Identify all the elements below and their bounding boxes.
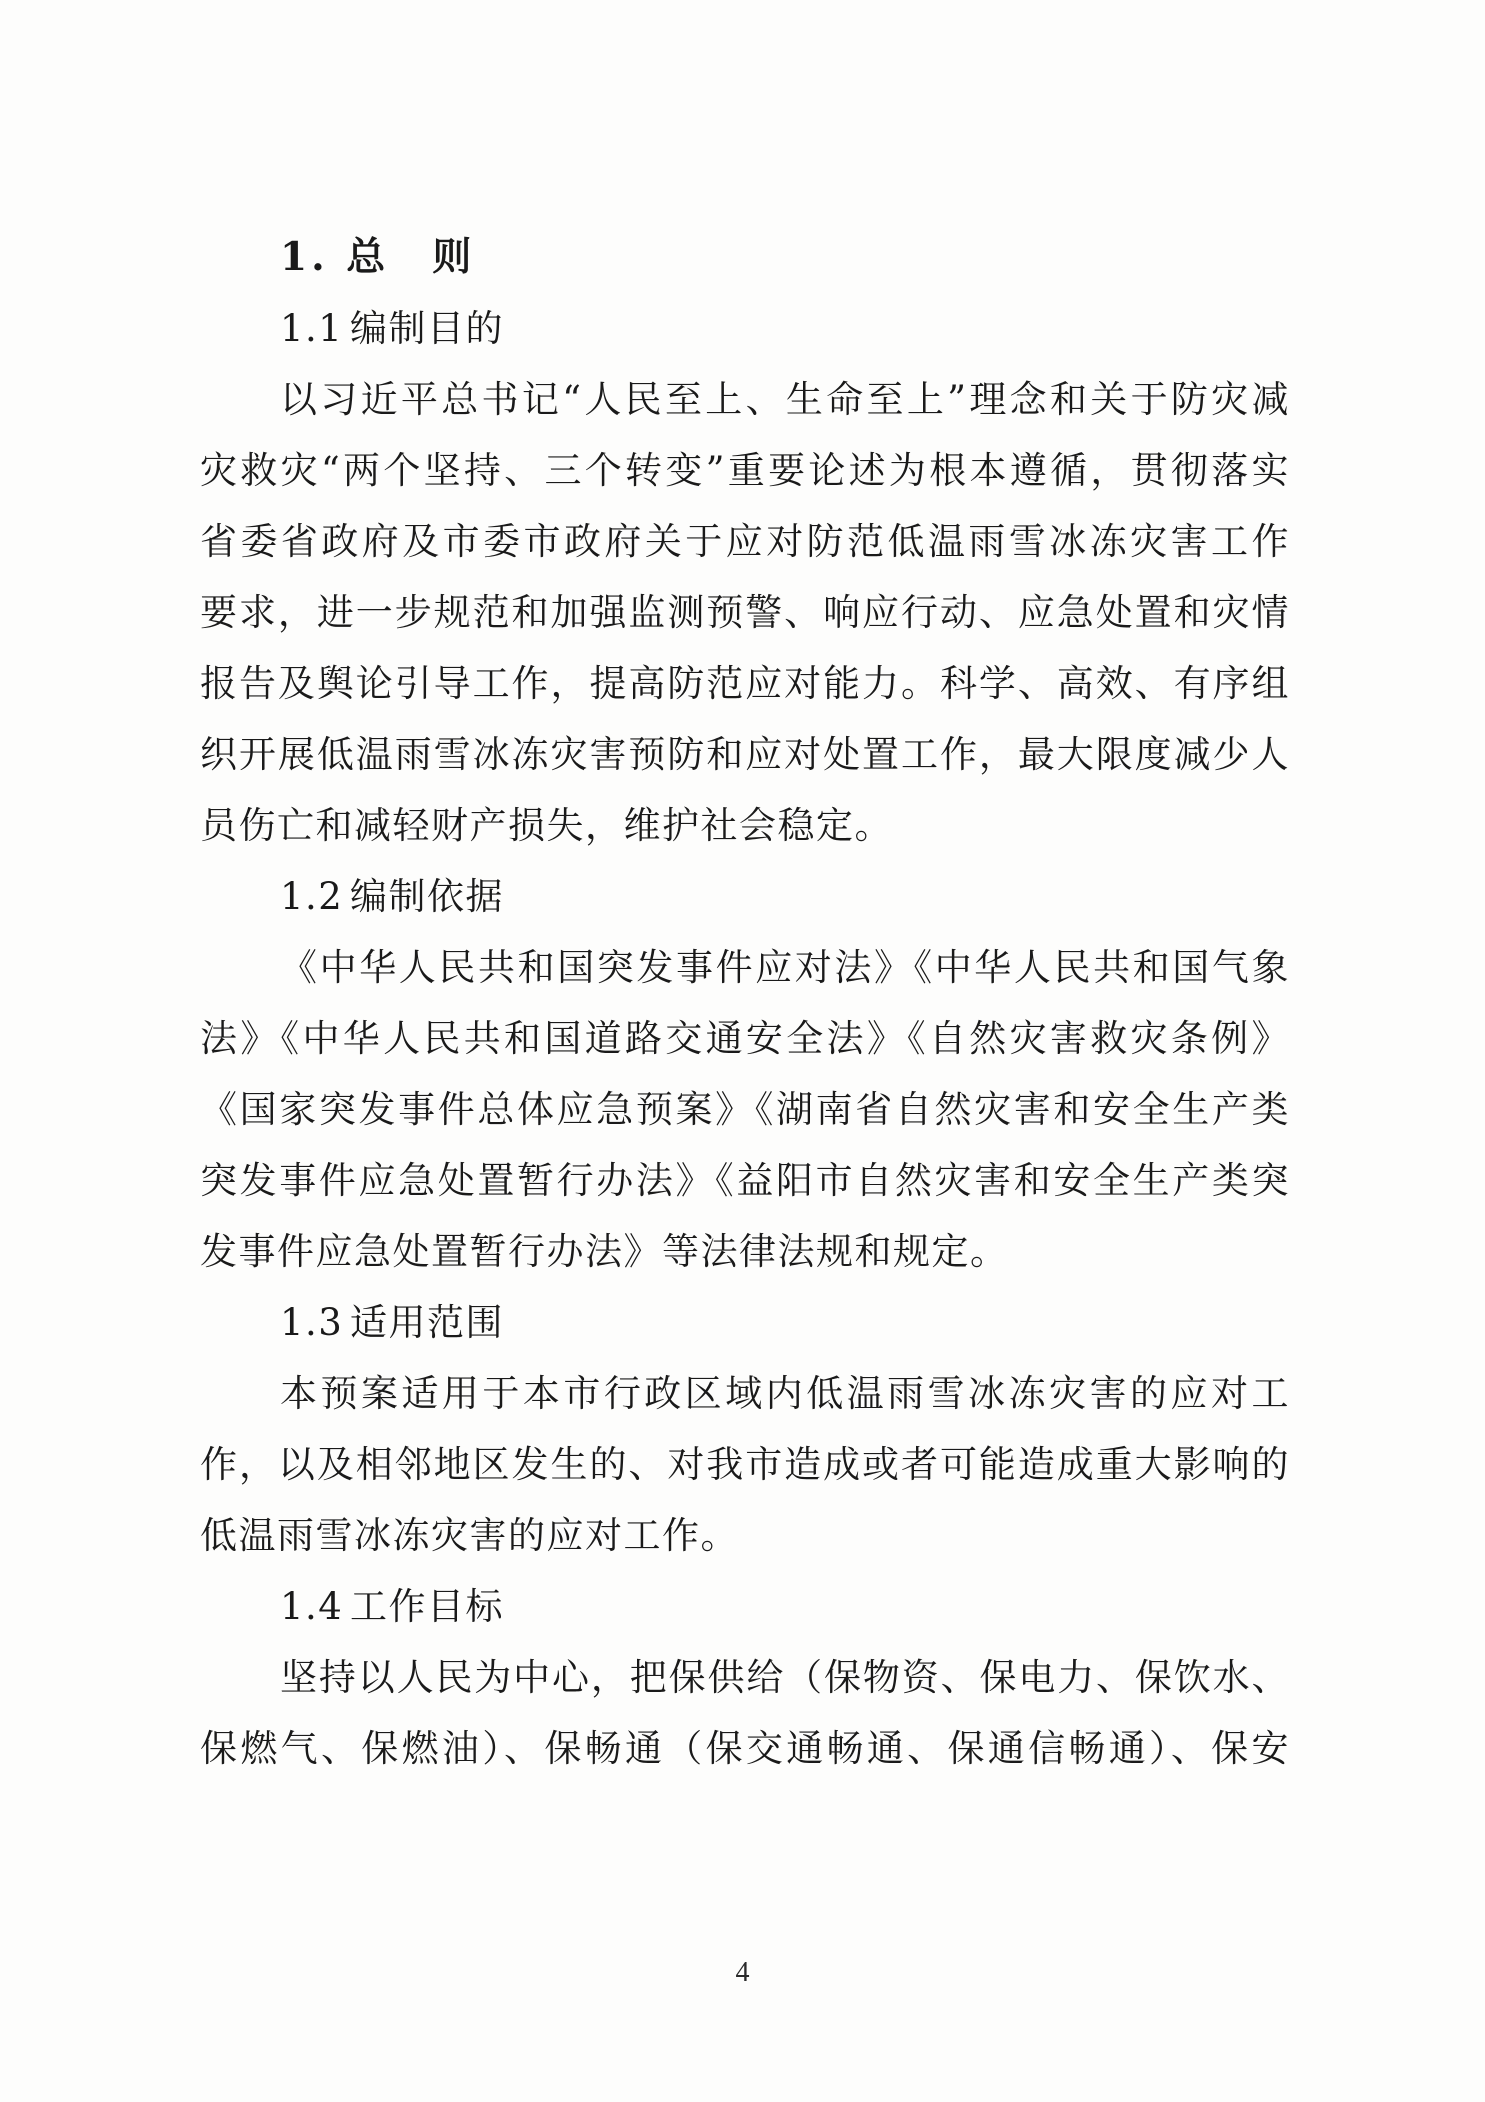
paragraph-line: 本预案适用于本市行政区域内低温雨雪冰冻灾害的应对工 [280, 1372, 1290, 1415]
paragraph-line: 发事件应急处置暂行办法》等法律法规和规定。 [200, 1230, 1009, 1273]
paragraph-line: 坚持以人民为中心，把保供给（保物资、保电力、保饮水、 [280, 1656, 1290, 1699]
paragraph-line: 作，以及相邻地区发生的、对我市造成或者可能造成重大影响的 [200, 1443, 1290, 1486]
subsection-number: 1.2 [280, 875, 344, 918]
subsection-heading [200, 1287, 1290, 1358]
subsection-heading [200, 861, 1290, 932]
paragraph-line: 织开展低温雨雪冰冻灾害预防和应对处置工作，最大限度减少人 [200, 733, 1290, 776]
paragraph-line: 突发事件应急处置暂行办法》《益阳市自然灾害和安全生产类突 [200, 1159, 1290, 1202]
paragraph-line: 法》《中华人民共和国道路交通安全法》《自然灾害救灾条例》 [200, 1017, 1290, 1060]
subsection-heading [200, 293, 1290, 364]
paragraph-line: 要求，进一步规范和加强监测预警、响应行动、应急处置和灾情 [200, 591, 1290, 634]
paragraph-line: 《国家突发事件总体应急预案》《湖南省自然灾害和安全生产类 [200, 1088, 1290, 1131]
subsection-number: 1.4 [280, 1585, 344, 1628]
subsection-heading [200, 1571, 1290, 1642]
paragraph-line: 《中华人民共和国突发事件应对法》《中华人民共和国气象 [280, 946, 1290, 989]
page-number: 4 [735, 1957, 750, 1988]
paragraph-line: 保燃气、保燃油）、保畅通（保交通畅通、保通信畅通）、保安 [200, 1727, 1290, 1770]
paragraph-line: 以习近平总书记“人民至上、生命至上”理念和关于防灾减 [280, 378, 1290, 421]
subsection-number: 1.1 [280, 307, 344, 350]
subsection-number: 1.3 [280, 1301, 344, 1344]
section-title: 1. 总 则 [280, 234, 476, 280]
paragraph-line: 员伤亡和减轻财产损失，维护社会稳定。 [200, 804, 893, 847]
subsection-title: 编制目的 [350, 307, 504, 350]
subsection-title: 工作目标 [350, 1585, 504, 1628]
subsection-title: 编制依据 [350, 875, 504, 918]
page-content [200, 222, 1290, 1784]
subsection-title: 适用范围 [350, 1301, 504, 1344]
paragraph-line: 省委省政府及市委市政府关于应对防范低温雨雪冰冻灾害工作 [200, 520, 1290, 563]
paragraph-line: 低温雨雪冰冻灾害的应对工作。 [200, 1514, 739, 1557]
paragraph-line: 灾救灾“两个坚持、三个转变”重要论述为根本遵循，贯彻落实 [200, 449, 1290, 492]
paragraph-line: 报告及舆论引导工作，提高防范应对能力。科学、高效、有序组 [200, 662, 1290, 705]
